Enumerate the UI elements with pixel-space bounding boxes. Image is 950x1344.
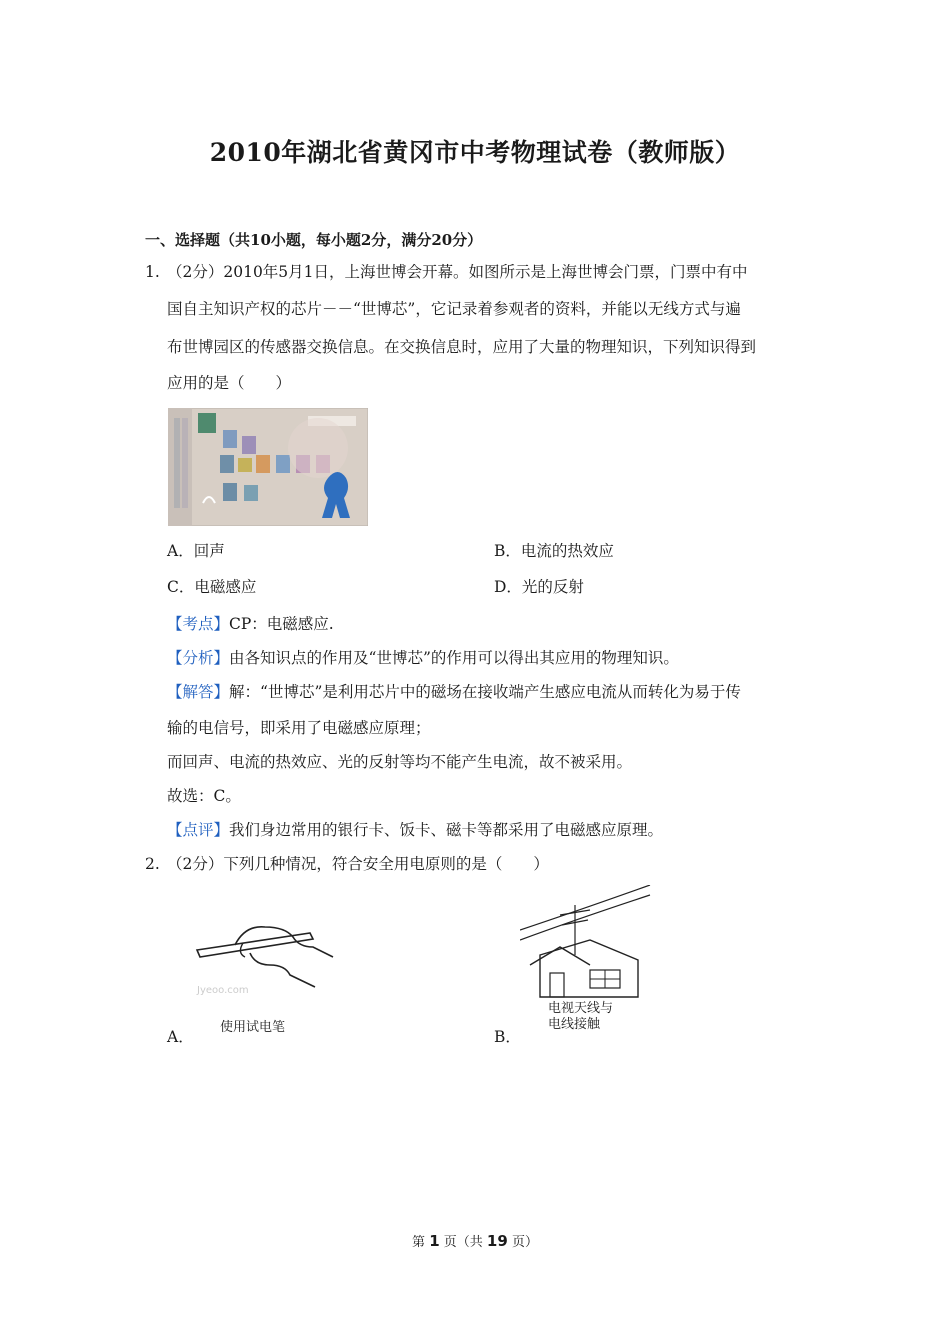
kaodian-row xyxy=(167,614,334,634)
question-1-line: 布世博园区的传感器交换信息。在交换信息时，应用了大量的物理知识，下列知识得到 xyxy=(167,338,757,356)
footer-suffix: 页） xyxy=(511,1235,538,1250)
dianping-tag: 【点评】 xyxy=(167,821,230,839)
question-2-text: （2分）下列几种情况，符合安全用电原则的是（ ） xyxy=(167,855,549,873)
svg-text:Jyeoo.com: Jyeoo.com xyxy=(197,985,249,995)
option-b: B．电流的热效应 xyxy=(494,542,614,560)
question-1-line: 应用的是（ ） xyxy=(167,374,292,392)
footer-middle: 页（共 xyxy=(443,1235,483,1250)
fenxi-row xyxy=(167,648,679,668)
option-a: A．回声 xyxy=(167,542,225,560)
option-b-caption xyxy=(548,1001,613,1033)
footer-page: 1 xyxy=(429,1232,440,1250)
fenxi-text: 由各知识点的作用及“世博芯”的作用可以得出其应用的物理知识。 xyxy=(229,649,679,667)
test-pen-drawing xyxy=(195,915,335,995)
jieda-line: 而回声、电流的热效应、光的反射等均不能产生电流，故不被采用。 xyxy=(167,753,633,771)
dianping-text: 我们身边常用的银行卡、饭卡、磁卡等都采用了电磁感应原理。 xyxy=(229,821,664,839)
option-c: C．电磁感应 xyxy=(167,578,257,596)
q2-option-b-letter: B． xyxy=(494,1028,521,1046)
option-b-caption-line-1: 电视天线与 xyxy=(548,1001,614,1016)
question-2-number: 2. xyxy=(145,855,160,873)
option-b-caption-line-2: 电线接触 xyxy=(548,1017,601,1032)
jieda-line: 输的电信号，即采用了电磁感应原理； xyxy=(167,719,431,737)
expo-ticket-image xyxy=(168,408,368,526)
footer-prefix: 第 xyxy=(412,1235,426,1250)
kaodian-tag: 【考点】 xyxy=(167,615,230,633)
jieda-line: 故选：C。 xyxy=(167,787,241,805)
option-a-caption: 使用试电笔 xyxy=(220,1020,286,1035)
question-1-number: 1. xyxy=(145,263,160,281)
question-1-line: 国自主知识产权的芯片－－“世博芯”，它记录着参观者的资料，并能以无线方式与遍 xyxy=(167,300,741,318)
footer-total: 19 xyxy=(486,1232,508,1250)
kaodian-text: CP：电磁感应. xyxy=(229,615,334,633)
section-heading: 一、选择题（共10小题，每小题2分，满分20分） xyxy=(145,231,483,249)
jieda-text: 解：“世博芯”是利用芯片中的磁场在接收端产生感应电流从而转化为易于传 xyxy=(229,683,741,701)
page-footer xyxy=(0,1231,950,1250)
antenna-house-drawing xyxy=(520,885,660,1000)
question-1-line: （2分）2010年5月1日，上海世博会开幕。如图所示是上海世博会门票，门票中有中 xyxy=(167,263,748,281)
q2-option-a-letter: A． xyxy=(167,1028,194,1046)
jieda-tag: 【解答】 xyxy=(167,683,230,701)
option-d: D．光的反射 xyxy=(494,578,584,596)
dianping-row xyxy=(167,820,663,840)
page-title: 2010年湖北省黄冈市中考物理试卷（教师版） xyxy=(209,138,741,167)
fenxi-tag: 【分析】 xyxy=(167,649,230,667)
jieda-row xyxy=(167,682,741,702)
